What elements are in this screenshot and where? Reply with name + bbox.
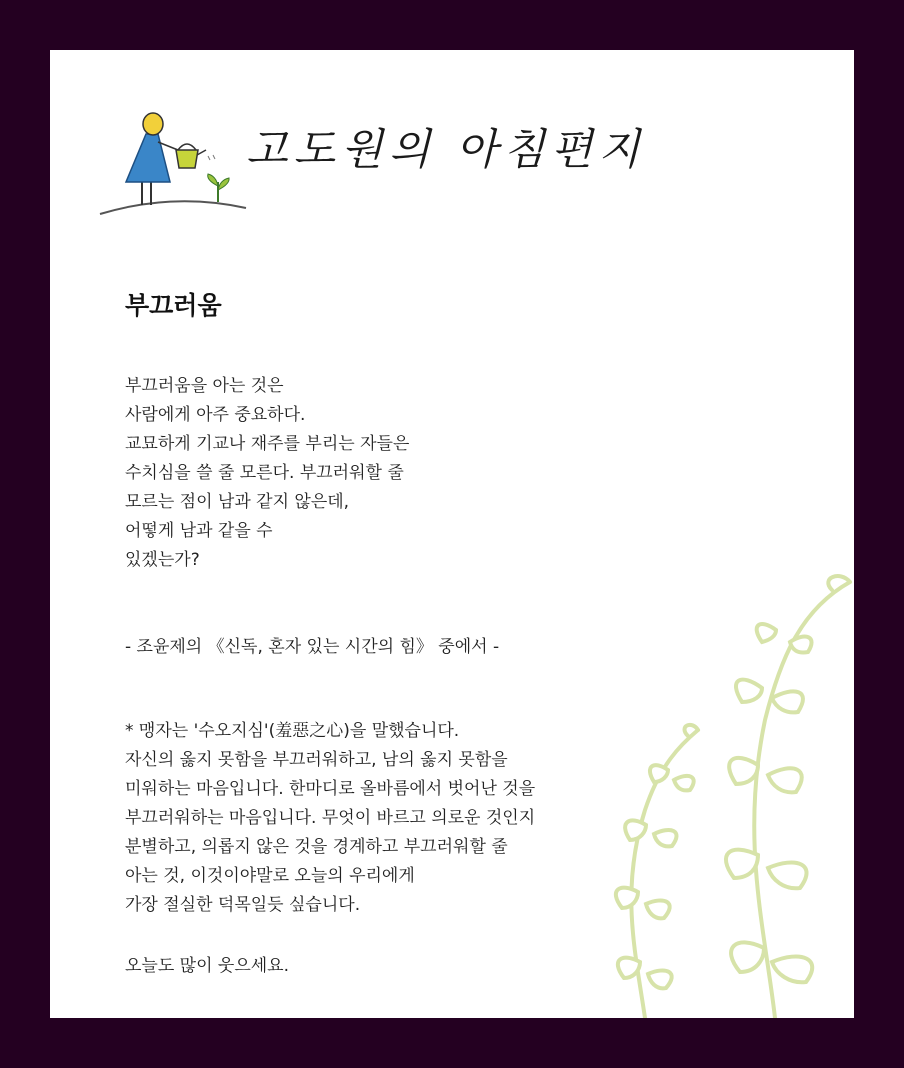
source-citation: - 조윤제의 《신독, 혼자 있는 시간의 힘》 중에서 - (125, 637, 500, 657)
commentary-line: 아는 것, 이것이야말로 오늘의 우리에게 (125, 866, 415, 886)
poem-line: 수치심을 쓸 줄 모른다. 부끄러워할 줄 (125, 463, 404, 483)
poem-line: 부끄러움을 아는 것은 (125, 376, 284, 396)
commentary-line: * 맹자는 '수오지심'(羞惡之心)을 말했습니다. (125, 721, 460, 741)
logo-title: 고도원의 아침편지 (246, 125, 646, 175)
commentary-line: 가장 절실한 덕목일듯 싶습니다. (125, 895, 361, 915)
poem-line: 사람에게 아주 중요하다. (125, 405, 306, 425)
poem-line: 있겠는가? (125, 550, 200, 570)
vine-branches-icon (550, 570, 854, 1018)
poem-line: 교묘하게 기교나 재주를 부리는 자들은 (125, 434, 410, 454)
commentary-line: 분별하고, 의롭지 않은 것을 경계하고 부끄러워할 줄 (125, 837, 508, 857)
poem-line: 모르는 점이 남과 같지 않은데, (125, 492, 350, 512)
article-title: 부끄러움 (125, 291, 222, 320)
person-watering-sprout-icon (98, 110, 253, 220)
commentary-line: 미워하는 마음입니다. 한마디로 올바름에서 벗어난 것을 (125, 779, 536, 799)
poem-excerpt (125, 372, 409, 575)
letter-card (50, 50, 854, 1018)
site-logo[interactable] (98, 110, 646, 220)
commentary-line: 부끄러워하는 마음입니다. 무엇이 바르고 의로운 것인지 (125, 808, 536, 828)
poem-line: 어떻게 남과 같을 수 (125, 521, 273, 541)
closing-line: 오늘도 많이 웃으세요. (125, 956, 290, 976)
commentary (125, 717, 535, 920)
commentary-line: 자신의 옳지 못함을 부끄러워하고, 남의 옳지 못함을 (125, 750, 508, 770)
